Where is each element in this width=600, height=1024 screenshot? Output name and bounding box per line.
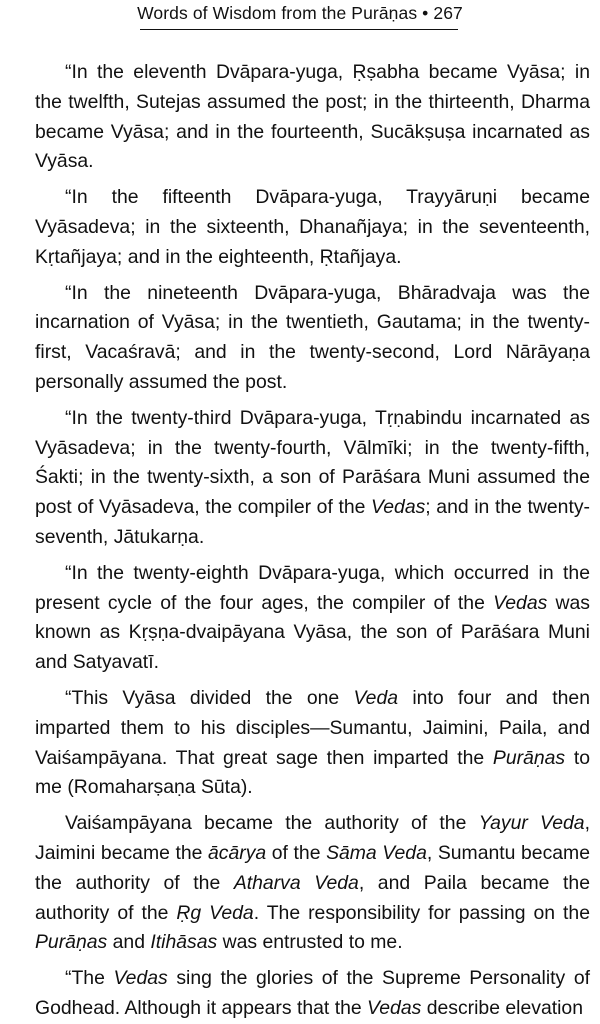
paragraph-text: “The bbox=[65, 967, 114, 990]
paragraph-text: sing the glories of the Supreme Personality of Godhead. Although it appears that the bbox=[35, 967, 590, 1019]
paragraph-text: to me (Romaharṣaṇa Sūta). bbox=[35, 746, 591, 799]
italic-term: Atharva Veda bbox=[233, 871, 359, 894]
paragraph-1 bbox=[35, 58, 590, 177]
paragraph-text: , Jaimini became the bbox=[35, 812, 590, 864]
paragraph-text: “In the fifteenth Dvāpara-yuga, Trayyāruṇi became Vyāsadeva; in the sixteenth, Dhanañjaya; in the seventeenth, Kṛtañjaya; and in the eighteenth, Ṛtañjaya. bbox=[35, 186, 590, 268]
paragraph-text: “This Vyāsa divided the one bbox=[65, 686, 354, 709]
italic-term: Sāma Veda bbox=[326, 841, 427, 864]
paragraph-text: and bbox=[107, 931, 151, 954]
paragraph-text: Vaiśampāyana became the authority of the bbox=[65, 812, 479, 835]
paragraph-text: “In the nineteenth Dvāpara-yuga, Bhāradvaja was the incarnation of Vyāsa; in the twentieth, Gautama; in the twenty-first, Vacaśravā; and in the twenty-second, Lord Nārāyaṇa personally assumed the post. bbox=[35, 281, 590, 393]
paragraph-5 bbox=[35, 559, 590, 678]
paragraph-text: . The responsibility for passing on the bbox=[253, 901, 590, 924]
paragraph-3 bbox=[35, 279, 590, 398]
header-title: Words of Wisdom from the Purāṇas bbox=[137, 3, 418, 23]
paragraph-text: was entrusted to me. bbox=[217, 931, 403, 954]
paragraph-text: describe elevation bbox=[421, 996, 583, 1019]
italic-term: Vedas bbox=[367, 996, 422, 1019]
italic-term: Itihāsas bbox=[150, 931, 218, 954]
paragraph-6 bbox=[35, 684, 590, 803]
running-header bbox=[0, 3, 600, 24]
italic-term: Purāṇas bbox=[492, 746, 566, 769]
paragraph-text: , Sumantu became the authority of the bbox=[35, 841, 590, 894]
body-text bbox=[35, 58, 590, 1024]
page-number: 267 bbox=[433, 3, 463, 23]
italic-term: Vedas bbox=[493, 591, 548, 614]
italic-term: Vedas bbox=[371, 496, 426, 519]
italic-term: ācārya bbox=[208, 841, 267, 864]
paragraph-8 bbox=[35, 964, 590, 1024]
paragraph-text: “In the twenty-third Dvāpara-yuga, Tṛṇabindu incarnated as Vyāsadeva; in the twenty-fourth, Vālmīki; in the twenty-fifth, Śakti; in the twenty-sixth, a son of Parāśara Muni assumed the post of Vyāsadeva, the compiler of the bbox=[35, 406, 590, 519]
paragraph-4 bbox=[35, 404, 590, 553]
italic-term: Vedas bbox=[113, 967, 168, 990]
paragraph-7 bbox=[35, 809, 590, 958]
paragraph-text: ; and in the twenty-seventh, Jātukarṇa. bbox=[35, 496, 591, 548]
paragraph-text: , and Paila became the authority of the bbox=[35, 871, 590, 924]
italic-term: Yayur Veda bbox=[478, 812, 585, 835]
paragraph-text: “In the twenty-eighth Dvāpara-yuga, which occurred in the present cycle of the four ages, the compiler of the bbox=[35, 561, 590, 614]
paragraph-text: “In the eleventh Dvāpara-yuga, Ṛṣabha became Vyāsa; in the twelfth, Sutejas assumed the post; in the thirteenth, Dharma became Vyāsa; and in the fourteenth, Sucākṣuṣa incarnated as Vyāsa. bbox=[35, 61, 590, 173]
paragraph-text: into four and then imparted them to his disciples—Sumantu, Jaimini, Paila, and Vaiśampāyana. That great sage then imparted the bbox=[35, 686, 590, 769]
paragraph-text: was known as Kṛṣṇa-dvaipāyana Vyāsa, the son of Parāśara Muni and Satyavatī. bbox=[35, 591, 590, 674]
paragraph-text: of the bbox=[266, 841, 327, 864]
italic-term: Ṛg Veda bbox=[176, 901, 254, 924]
header-bullet: • bbox=[422, 3, 429, 23]
header-rule bbox=[140, 29, 458, 30]
italic-term: Purāṇas bbox=[35, 931, 108, 954]
italic-term: Veda bbox=[353, 686, 399, 709]
paragraph-2 bbox=[35, 183, 590, 272]
